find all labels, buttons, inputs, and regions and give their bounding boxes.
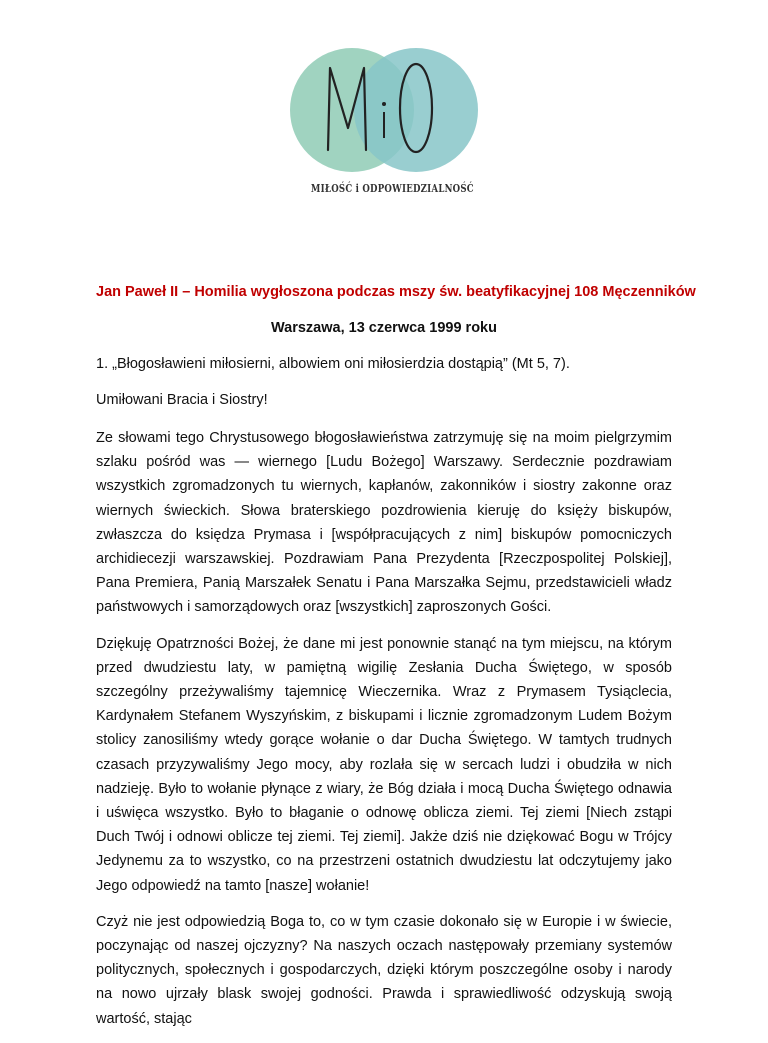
paragraph-3: Ze słowami tego Chrystusowego błogosławieństwa zatrzymuję się na moim pielgrzymim szlaku pośród was — wiernego [Ludu Bożego] Warszawy. Serdecznie pozdrawiam wszystkich zgromadzonych tu wiernych, kapłanów, zakonników i siostry zakonne oraz wiernych świeckich. Słowa braterskiego pozdrowienia kieruję do księży biskupów, zwłaszcza do księdza Prymasa i [współpracujących z nim] biskupów pomocniczych archidiecezji warszawskiej. Pozdrawiam Pana Prezydenta [Rzeczpospolitej Polskiej], Pana Premiera, Panią Marszałek Senatu i Pana Marszałka Sejmu, przedstawicieli władz państwowych i samorządowych oraz [wszystkich] zaproszonych Gości. <box>96 430 672 616</box>
paragraph-1: 1. „Błogosławieni miłosierni, albowiem oni miłosierdzia dostąpią” (Mt 5, 7). <box>96 356 570 372</box>
date-line: Warszawa, 13 czerwca 1999 roku <box>271 320 497 336</box>
logo-circles-icon <box>290 40 480 180</box>
document-title: Jan Paweł II – Homilia wygłoszona podczas mszy św. beatyfikacyjnej 108 Męczenników <box>96 284 696 300</box>
paragraph-2: Umiłowani Bracia i Siostry! <box>96 392 268 408</box>
paragraph-5: Czyż nie jest odpowiedzią Boga to, co w tym czasie dokonało się w Europie i w świecie, poczynając od naszej ojczyzny? Na naszych oczach następowały przemiany systemów politycznych, społecznych i gospodarczych, dzięki którym poszczególne osoby i narody na nowo ujrzały blask swojej godności. Prawda i sprawiedliwość odzyskują swoją wartość, stając <box>96 913 672 1027</box>
mio-logo <box>290 40 480 200</box>
document-body <box>96 282 696 1043</box>
logo-caption: MIŁOŚĆ i ODPOWIEDZIALNOŚĆ <box>310 182 474 195</box>
paragraph-4: Dziękuję Opatrzności Bożej, że dane mi jest ponownie stanąć na tym miejscu, na którym przed dwudziestu laty, w pamiętną wigilię Zesłania Ducha Świętego, w sposób szczególny przeżywaliśmy tajemnicę Wieczernika. Wraz z Prymasem Tysiąclecia, Kardynałem Stefanem Wyszyńskim, z biskupami i licznie zgromadzonym Ludem Bożym stolicy zanosiliśmy wtedy gorące wołanie o dar Ducha Świętego. W tamtych trudnych czasach przyzywaliśmy Jego mocy, aby rozlała się w sercach ludzi i obudziła w nich nadzieję. Było to wołanie płynące z wiary, że Bóg działa i mocą Ducha Świętego odnawia i uświęca wszystko. Było to błaganie o odnowę oblicza ziemi. Tej ziemi [Niech zstąpi Duch Twój i odnowi oblicze tej ziemi. Tej ziemi]. Jakże dziś nie dziękować Bogu w Trójcy Jedynemu za to wszystko, co na przestrzeni ostatnich dwudziestu lat odczytujemy jako Jego odpowiedź na tamto [nasze] wołanie! <box>96 635 672 894</box>
